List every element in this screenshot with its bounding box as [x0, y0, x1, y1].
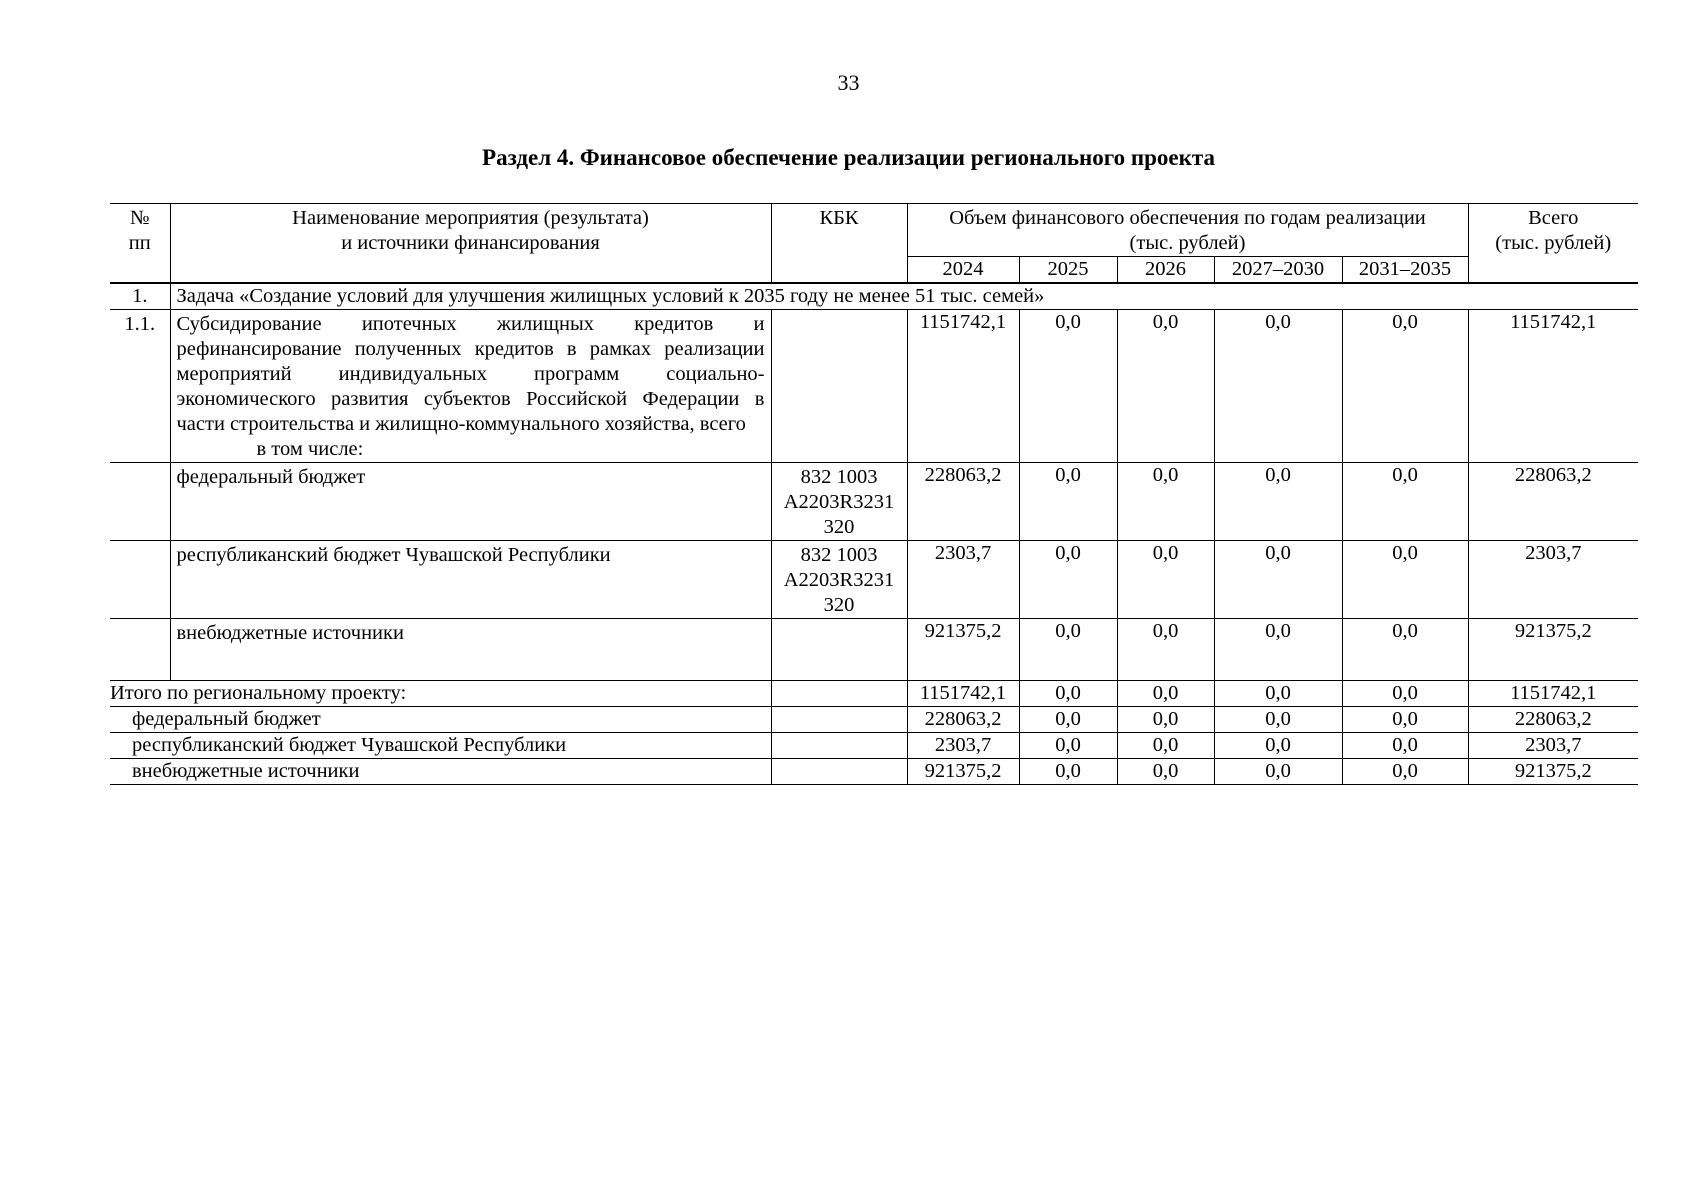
source-num — [110, 463, 170, 541]
summary-value: 0,0 — [1019, 681, 1117, 707]
summary-value: 0,0 — [1117, 681, 1214, 707]
item-value: 0,0 — [1117, 310, 1214, 463]
task-text: Задача «Создание условий для улучшения жилищных условий к 2035 году не менее 51 тыс. семей» — [170, 283, 1638, 310]
summary-value: 0,0 — [1214, 733, 1342, 759]
summary-name: Итого по региональному проекту: — [110, 681, 771, 707]
item-num: 1.1. — [110, 310, 170, 463]
header-year: 2027–2030 — [1214, 257, 1342, 284]
item-sub-label: в том числе: — [256, 438, 364, 460]
item-name: Субсидирование ипотечных жилищных кредитов и рефинансирование полученных кредитов в рамках реализации мероприятий индивидуальных программ социально-экономического развития субъектов Российской Федерации в части строительства и жилищно-коммунального хозяйства, всего — [176, 313, 765, 435]
summary-kbk — [771, 707, 907, 733]
source-total: 2303,7 — [1468, 541, 1638, 619]
source-num — [110, 541, 170, 619]
summary-value: 0,0 — [1019, 707, 1117, 733]
source-value: 0,0 — [1342, 541, 1468, 619]
source-name: федеральный бюджет — [170, 463, 771, 541]
source-value: 0,0 — [1214, 463, 1342, 541]
summary-name: внебюджетные источники — [110, 759, 771, 785]
summary-value: 2303,7 — [907, 733, 1019, 759]
source-value: 0,0 — [1214, 541, 1342, 619]
source-value: 0,0 — [1019, 541, 1117, 619]
source-total: 228063,2 — [1468, 463, 1638, 541]
source-kbk — [771, 619, 907, 681]
source-kbk: 832 1003 А2203R3231 320 — [771, 541, 907, 619]
summary-value: 0,0 — [1214, 707, 1342, 733]
summary-value: 0,0 — [1214, 759, 1342, 785]
summary-value: 0,0 — [1117, 759, 1214, 785]
header-year: 2024 — [907, 257, 1019, 284]
header-year: 2026 — [1117, 257, 1214, 284]
header-num: № пп — [110, 204, 170, 284]
source-value: 0,0 — [1117, 463, 1214, 541]
summary-value: 228063,2 — [907, 707, 1019, 733]
source-value: 228063,2 — [907, 463, 1019, 541]
task-num: 1. — [110, 283, 170, 310]
summary-value: 0,0 — [1019, 733, 1117, 759]
source-name: внебюджетные источники — [170, 619, 771, 681]
header-volume: Объем финансового обеспечения по годам реализации (тыс. рублей) — [907, 204, 1468, 257]
summary-total: 1151742,1 — [1468, 681, 1638, 707]
item-name-cell — [170, 310, 771, 463]
summary-kbk — [771, 681, 907, 707]
source-value: 0,0 — [1117, 541, 1214, 619]
section-title: Раздел 4. Финансовое обеспечение реализации регионального проекта — [482, 145, 1215, 170]
source-value: 0,0 — [1117, 619, 1214, 681]
summary-total: 921375,2 — [1468, 759, 1638, 785]
financing-table — [110, 203, 1638, 785]
summary-value: 0,0 — [1342, 707, 1468, 733]
page-number: 33 — [837, 70, 860, 95]
summary-value: 0,0 — [1214, 681, 1342, 707]
item-value: 0,0 — [1214, 310, 1342, 463]
source-kbk: 832 1003 А2203R3231 320 — [771, 463, 907, 541]
header-year: 2025 — [1019, 257, 1117, 284]
source-value: 0,0 — [1342, 619, 1468, 681]
summary-value: 0,0 — [1019, 759, 1117, 785]
source-row — [110, 541, 1638, 619]
summary-value: 0,0 — [1342, 759, 1468, 785]
item-kbk — [771, 310, 907, 463]
header-kbk: КБК — [771, 204, 907, 284]
source-total: 921375,2 — [1468, 619, 1638, 681]
source-value: 0,0 — [1019, 619, 1117, 681]
summary-kbk — [771, 759, 907, 785]
summary-kbk — [771, 733, 907, 759]
header-total: Всего (тыс. рублей) — [1468, 204, 1638, 284]
source-row — [110, 619, 1638, 681]
summary-value: 0,0 — [1117, 707, 1214, 733]
item-value: 0,0 — [1342, 310, 1468, 463]
summary-value: 0,0 — [1117, 733, 1214, 759]
item-total: 1151742,1 — [1468, 310, 1638, 463]
summary-value: 1151742,1 — [907, 681, 1019, 707]
summary-name: республиканский бюджет Чувашской Республики — [110, 733, 771, 759]
item-row — [110, 310, 1638, 463]
source-value: 0,0 — [1342, 463, 1468, 541]
source-num — [110, 619, 170, 681]
header-year: 2031–2035 — [1342, 257, 1468, 284]
summary-row — [110, 681, 1638, 707]
summary-value: 921375,2 — [907, 759, 1019, 785]
summary-total: 2303,7 — [1468, 733, 1638, 759]
summary-row — [110, 759, 1638, 785]
header-row-1 — [110, 204, 1638, 257]
summary-value: 0,0 — [1342, 681, 1468, 707]
source-value: 921375,2 — [907, 619, 1019, 681]
summary-total: 228063,2 — [1468, 707, 1638, 733]
source-value: 0,0 — [1214, 619, 1342, 681]
summary-name: федеральный бюджет — [110, 707, 771, 733]
source-value: 2303,7 — [907, 541, 1019, 619]
task-row — [110, 283, 1638, 310]
summary-value: 0,0 — [1342, 733, 1468, 759]
source-row — [110, 463, 1638, 541]
source-value: 0,0 — [1019, 463, 1117, 541]
item-value: 0,0 — [1019, 310, 1117, 463]
item-value: 1151742,1 — [907, 310, 1019, 463]
header-name: Наименование мероприятия (результата) и источники финансирования — [170, 204, 771, 284]
summary-row — [110, 707, 1638, 733]
source-name: республиканский бюджет Чувашской Республики — [170, 541, 771, 619]
summary-row — [110, 733, 1638, 759]
